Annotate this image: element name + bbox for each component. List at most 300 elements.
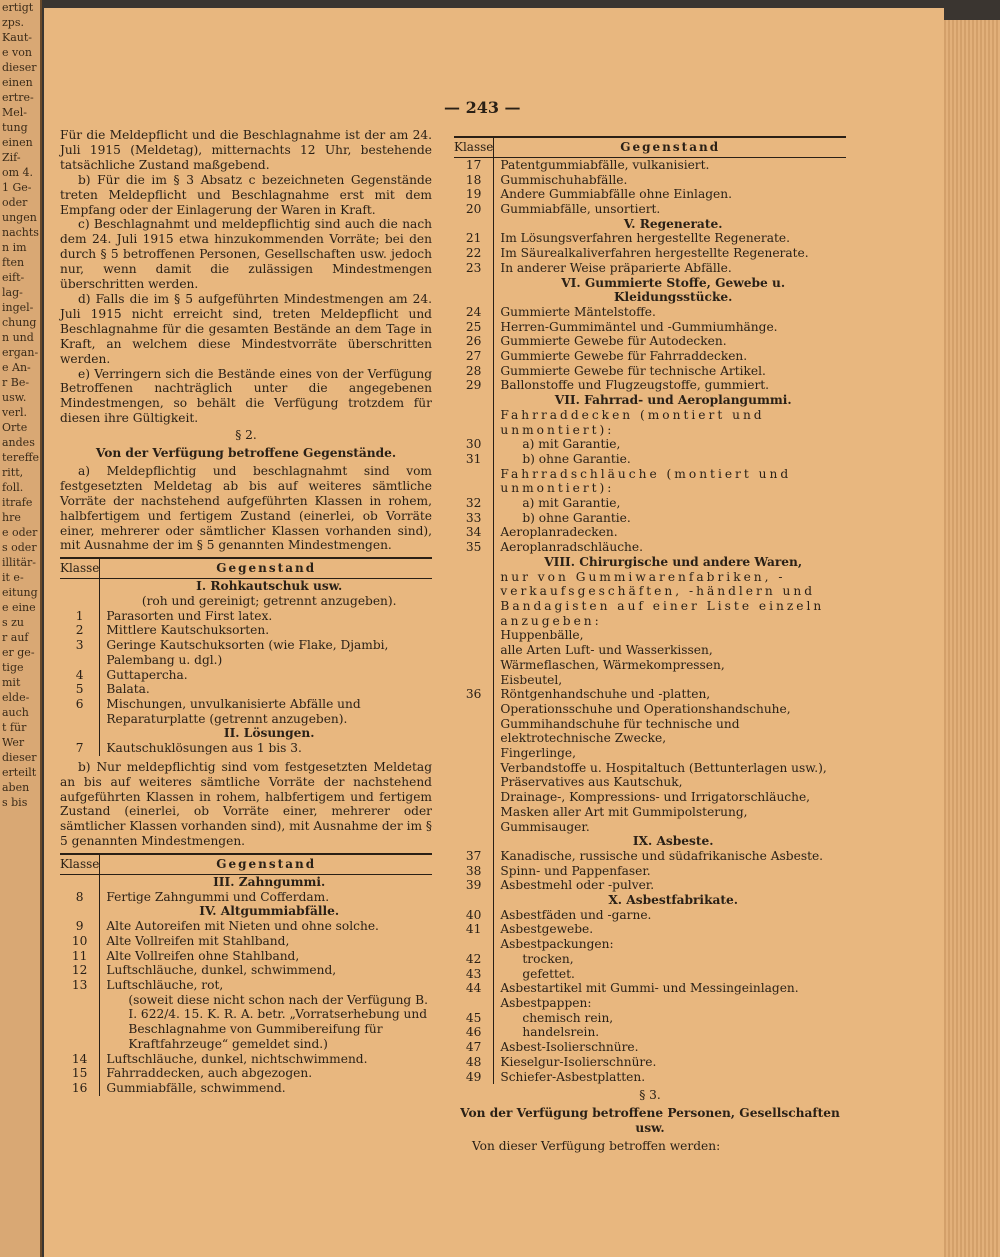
item-text: Luftschläuche, rot, — [106, 977, 224, 992]
table-row — [454, 467, 846, 496]
table-row — [60, 594, 432, 609]
item-text: Herren-Gummimäntel und -Gummiumhänge. — [500, 319, 778, 334]
item-text: b) ohne Garantie. — [522, 510, 631, 525]
table-row — [60, 726, 432, 741]
class-number — [454, 467, 494, 496]
right-column — [454, 136, 846, 1154]
class-number — [60, 579, 100, 594]
item-text: III. Zahngummi. — [213, 875, 326, 890]
item-text: Kautschuklösungen aus 1 bis 3. — [106, 741, 302, 756]
table-row — [454, 937, 846, 952]
page-stack-edge — [940, 20, 1000, 1257]
prev-page-fragment: foll. — [2, 481, 24, 494]
intro-paragraphs — [60, 128, 432, 426]
item-text: a) mit Garantie, — [522, 496, 621, 511]
table-row — [60, 1066, 432, 1081]
prev-page-fragment: e oder — [2, 526, 38, 539]
class-number: 35 — [454, 540, 494, 555]
class-number: 5 — [60, 682, 100, 697]
table-row — [454, 628, 846, 643]
class-table-1 — [60, 557, 432, 755]
class-number: 39 — [454, 878, 494, 893]
prev-page-fragment: ertigt — [2, 1, 34, 14]
prev-page-fragment: elde- — [2, 691, 30, 704]
item-text: II. Lösungen. — [223, 726, 315, 741]
item-text: Verbandstoffe u. Hospitaltuch (Bettunterlagen usw.), — [500, 760, 827, 775]
class-number: 45 — [454, 1011, 494, 1026]
item-text: alle Arten Luft- und Wasserkissen, — [500, 643, 713, 658]
class-number — [454, 393, 494, 408]
item-text: Schiefer-Asbestplatten. — [500, 1069, 646, 1084]
item-text: a) mit Garantie, — [522, 437, 621, 452]
table-row — [60, 623, 432, 638]
item-text: VII. Fahrrad- und Aeroplangummi. — [554, 393, 792, 408]
item-text: Balata. — [106, 682, 150, 697]
class-number: 15 — [60, 1066, 100, 1081]
class-number — [454, 643, 494, 658]
intro-paragraph: Für die Meldepflicht und die Beschlagnahme ist der am 24. Juli 1915 (Meldetag), mitternachts 12 Uhr, bestehende tatsächliche Zustand maßgebend. — [60, 128, 432, 172]
class-number: 1 — [60, 609, 100, 624]
prev-page-fragment: einen — [2, 136, 33, 149]
table-row — [454, 276, 846, 305]
prev-page-fragment: dieser — [2, 61, 37, 74]
item-text: Ballonstoffe und Flugzeugstoffe, gummiert. — [500, 378, 770, 393]
class-number — [454, 717, 494, 746]
class-number: 6 — [60, 697, 100, 726]
class-number: 43 — [454, 967, 494, 982]
prev-page-fragment: usw. — [2, 391, 27, 404]
table-row — [454, 540, 846, 555]
table-row — [454, 378, 846, 393]
table-row — [454, 452, 846, 467]
table-row — [454, 570, 846, 629]
prev-page-fragment: Kaut- — [2, 31, 32, 44]
table-row — [454, 231, 846, 246]
table-row — [60, 949, 432, 964]
class-number: 11 — [60, 949, 100, 964]
prev-page-fragment: 1 Ge- — [2, 181, 32, 194]
prev-page-fragment: n im — [2, 241, 27, 254]
item-text: VIII. Chirurgische und andere Waren, — [544, 554, 803, 569]
item-text: VI. Gummierte Stoffe, Gewebe u. Kleidungsstücke. — [561, 275, 786, 305]
table-row — [454, 496, 846, 511]
class-number — [454, 702, 494, 717]
table-row — [454, 157, 846, 172]
item-text: Geringe Kautschuksorten (wie Flake, Djambi, Palembang u. dgl.) — [106, 638, 389, 667]
intro-paragraph: c) Beschlagnahmt und meldepflichtig sind auch die nach dem 24. Juli 1915 etwa hinzukommenden Vorräte; bei den durch § 5 betroffenen Personen, Gesellschaften usw. jedoch nur, wenn damit die zulässigen Mindestmengen überschritten werden. — [60, 217, 432, 292]
table-row — [454, 364, 846, 379]
item-text: Operationsschuhe und Operationshandschuhe, — [500, 701, 791, 716]
class-number: 38 — [454, 864, 494, 879]
table-row — [454, 775, 846, 790]
table-row — [60, 741, 432, 756]
table-row — [454, 996, 846, 1011]
table-row — [454, 305, 846, 320]
class-number: 46 — [454, 1025, 494, 1040]
class-number: 41 — [454, 922, 494, 937]
item-text: Röntgenhandschuhe und -platten, — [500, 687, 711, 702]
class-number: 12 — [60, 963, 100, 978]
class-number: 20 — [454, 202, 494, 217]
section-3-heading: Von der Verfügung betroffene Personen, Gesellschaften usw. — [460, 1106, 840, 1136]
prev-page-fragment: tung — [2, 121, 28, 134]
prev-page-fragment: tereffe — [2, 451, 40, 464]
class-number: 18 — [454, 173, 494, 188]
item-text: Fingerlinge, — [500, 746, 576, 761]
table-row — [60, 978, 432, 993]
table-row — [454, 246, 846, 261]
item-text: chemisch rein, — [522, 1010, 614, 1025]
prev-page-fragment: om 4. — [2, 166, 34, 179]
item-text: Kieselgur-Isolierschnüre. — [500, 1054, 657, 1069]
class-number: 47 — [454, 1040, 494, 1055]
item-text: Asbestgewebe. — [500, 922, 594, 937]
table-row — [60, 668, 432, 683]
table-row — [454, 1040, 846, 1055]
table-row — [60, 1081, 432, 1096]
class-number: 42 — [454, 952, 494, 967]
class-number: 8 — [60, 890, 100, 905]
class-number: 17 — [454, 157, 494, 172]
item-text: Fahrraddecken, auch abgezogen. — [106, 1066, 313, 1081]
class-number: 31 — [454, 452, 494, 467]
item-text: Asbestpappen: — [500, 995, 592, 1010]
table-row — [454, 908, 846, 923]
item-text: V. Regenerate. — [623, 216, 723, 231]
item-text: Spinn- und Pappenfaser. — [500, 863, 651, 878]
item-text: Gummierte Gewebe für Autodecken. — [500, 334, 727, 349]
prev-page-fragment: e von — [2, 46, 32, 59]
class-number: 28 — [454, 364, 494, 379]
item-text: Asbest-Isolierschnüre. — [500, 1040, 639, 1055]
item-text: Fahrraddecken (montiert und unmontiert): — [500, 407, 765, 437]
item-text: Aeroplanradschläuche. — [500, 540, 643, 555]
item-text: Andere Gummiabfälle ohne Einlagen. — [500, 187, 732, 202]
table-row — [454, 320, 846, 335]
section-2-title: § 2. — [235, 428, 257, 443]
table-row — [454, 864, 846, 879]
item-text: Patentgummiabfälle, vulkanisiert. — [500, 157, 710, 172]
table-row — [60, 1052, 432, 1067]
item-text: X. Asbestfabrikate. — [608, 893, 739, 908]
class-number: 16 — [60, 1081, 100, 1096]
item-text: Alte Autoreifen mit Nieten und ohne solche. — [106, 919, 379, 934]
item-text: In anderer Weise präparierte Abfälle. — [500, 260, 732, 275]
table-row — [454, 702, 846, 717]
table-row — [454, 658, 846, 673]
class-number: 26 — [454, 334, 494, 349]
intro-paragraph: d) Falls die im § 5 aufgeführten Mindestmengen am 24. Juli 1915 nicht erreicht sind, treten Meldepflicht und Beschlagnahme für die gesamten Bestände an dem Tage in Kraft, an welchem diese Mindestvorräte überschritten werden. — [60, 291, 432, 366]
table-row — [454, 967, 846, 982]
table-row — [454, 525, 846, 540]
prev-page-fragment: s zu — [2, 616, 25, 629]
item-text: Wärmeflaschen, Wärmekompressen, — [500, 657, 725, 672]
section-2-a: a) Meldepflichtig und beschlagnahmt sind vom festgesetzten Meldetag ab bis auf weiteres sämtliche Vorräte der nachstehend aufgeführten Klassen in rohem, halbfertigem und fertigem Zustand (einerlei, ob Vorräte einer, mehrerer oder sämtlicher Klassen vorhanden sind), mit Ausnahme der im § 5 genannten Mindestmengen. — [60, 463, 432, 553]
table-row — [454, 1070, 846, 1085]
class-number — [454, 217, 494, 232]
class-number: 34 — [454, 525, 494, 540]
table-row — [454, 673, 846, 688]
item-text: Präservatives aus Kautschuk, — [500, 775, 683, 790]
prev-page-fragment: er ge- — [2, 646, 35, 659]
class-number: 10 — [60, 934, 100, 949]
class-column-header: Klasse — [60, 558, 100, 578]
class-number — [454, 893, 494, 908]
item-text: IV. Altgummiabfälle. — [199, 904, 340, 919]
item-text: Fahrradschläuche (montiert und unmontiert): — [500, 466, 792, 496]
prev-page-fragment: e An- — [2, 361, 31, 374]
class-number: 44 — [454, 981, 494, 996]
prev-page-fragment: einen — [2, 76, 33, 89]
class-number: 27 — [454, 349, 494, 364]
item-text: Luftschläuche, dunkel, nichtschwimmend. — [106, 1051, 368, 1066]
prev-page-fragment: erteilt — [2, 766, 37, 779]
table-row — [454, 717, 846, 746]
item-text: Kanadische, russische und südafrikanische Asbeste. — [500, 848, 824, 863]
prev-page-fragment: tige — [2, 661, 24, 674]
section-3-title: § 3. — [639, 1088, 661, 1103]
prev-page-fragment: eitung — [2, 586, 38, 599]
left-column — [60, 128, 432, 1100]
previous-page-edge — [0, 0, 42, 1257]
item-text: Guttapercha. — [106, 667, 188, 682]
prev-page-fragment: t für — [2, 721, 27, 734]
prev-page-fragment: lag- — [2, 286, 23, 299]
table-row — [60, 697, 432, 726]
prev-page-fragment: aben — [2, 781, 30, 794]
prev-page-fragment: hre — [2, 511, 21, 524]
item-text: Parasorten und First latex. — [106, 608, 273, 623]
table-row — [60, 934, 432, 949]
item-text: (roh und gereinigt; getrennt anzugeben). — [141, 593, 397, 608]
class-number: 37 — [454, 849, 494, 864]
prev-page-fragment: auch — [2, 706, 29, 719]
table-row — [454, 952, 846, 967]
class-number — [60, 726, 100, 741]
item-text: Im Lösungsverfahren hergestellte Regenerate. — [500, 231, 790, 246]
prev-page-fragment: Orte — [2, 421, 28, 434]
prev-page-fragment: chung — [2, 316, 37, 329]
prev-page-fragment: zps. — [2, 16, 24, 29]
class-number: 29 — [454, 378, 494, 393]
table-row — [454, 981, 846, 996]
table-row — [454, 555, 846, 570]
class-column-header: Klasse — [60, 854, 100, 874]
section-2-heading: Von der Verfügung betroffene Gegenstände. — [95, 446, 397, 461]
table-row — [454, 217, 846, 232]
item-column-header: Gegenstand — [494, 137, 846, 157]
item-text: Eisbeutel, — [500, 672, 563, 687]
table-row — [60, 638, 432, 667]
table-row — [454, 1025, 846, 1040]
class-number — [60, 594, 100, 609]
item-text: Gummierte Gewebe für technische Artikel. — [500, 363, 766, 378]
item-text: Gummierte Mäntelstoffe. — [500, 304, 656, 319]
item-text: nur von Gummiwarenfabriken, -verkaufsgeschäften, -händlern und Bandagisten auf einer Liste einzeln anzugeben: — [500, 569, 825, 628]
class-number — [454, 408, 494, 437]
class-number: 30 — [454, 437, 494, 452]
class-table-3 — [454, 136, 846, 1084]
table-row — [454, 202, 846, 217]
item-text: gefettet. — [522, 966, 575, 981]
class-number: 32 — [454, 496, 494, 511]
page-number: — 243 — — [444, 98, 521, 117]
item-text: Masken aller Art mit Gummipolsterung, — [500, 804, 748, 819]
class-column-header: Klasse — [454, 137, 494, 157]
class-number: 49 — [454, 1070, 494, 1085]
class-number: 24 — [454, 305, 494, 320]
class-number — [454, 658, 494, 673]
item-text: Alte Vollreifen mit Stahlband, — [106, 933, 290, 948]
table-row — [60, 579, 432, 594]
prev-page-fragment: andes — [2, 436, 35, 449]
prev-page-fragment: itrafe — [2, 496, 33, 509]
class-number: 40 — [454, 908, 494, 923]
item-text: Luftschläuche, dunkel, schwimmend, — [106, 963, 337, 978]
item-text: Gummisauger. — [500, 819, 590, 834]
class-number: 9 — [60, 919, 100, 934]
prev-page-fragment: nachts — [2, 226, 39, 239]
table-row — [454, 893, 846, 908]
prev-page-fragment: e eine — [2, 601, 36, 614]
table-row — [454, 349, 846, 364]
class-table-2 — [60, 853, 432, 1095]
section-2-b: b) Nur meldepflichtig sind vom festgesetzten Meldetag an bis auf weiteres sämtliche Vorräte der nachstehend aufgeführten Klassen in rohem, halbfertigem und fertigem Zustand (einerlei, ob Vorräte einer, mehrerer oder sämtlicher Klassen vorhanden sind), mit Ausnahme der im § 5 genannten Mindestmengen. — [60, 759, 433, 849]
class-number — [454, 834, 494, 849]
table-row — [60, 919, 432, 934]
table-row — [454, 334, 846, 349]
class-number — [60, 875, 100, 890]
table-row — [454, 173, 846, 188]
item-text: Fertige Zahngummi und Cofferdam. — [106, 889, 330, 904]
class-number — [454, 673, 494, 688]
item-text: Mittlere Kautschuksorten. — [106, 623, 270, 638]
item-text: Asbestpackungen: — [500, 937, 614, 952]
item-text: Gummiabfälle, schwimmend. — [106, 1080, 286, 1095]
table-row — [454, 437, 846, 452]
table-row — [454, 393, 846, 408]
class-number — [454, 746, 494, 761]
item-text: Asbestfäden und -garne. — [500, 907, 652, 922]
prev-page-fragment: s bis — [2, 796, 28, 809]
item-text: b) ohne Garantie. — [522, 451, 631, 466]
item-text: Alte Vollreifen ohne Stahlband, — [106, 948, 300, 963]
table-row — [454, 408, 846, 437]
class-number: 25 — [454, 320, 494, 335]
item-text: Huppenbälle, — [500, 628, 584, 643]
table-row — [454, 790, 846, 805]
class-number — [60, 993, 100, 1052]
prev-page-fragment: s oder — [2, 541, 37, 554]
table-row — [60, 904, 432, 919]
page — [44, 8, 944, 1257]
prev-page-fragment: eift- — [2, 271, 25, 284]
class-number: 23 — [454, 261, 494, 276]
prev-page-fragment: ritt, — [2, 466, 24, 479]
item-text: Asbestmehl oder -pulver. — [500, 878, 655, 893]
table-row — [454, 761, 846, 776]
class-number — [454, 555, 494, 570]
table-row — [454, 746, 846, 761]
item-text: Mischungen, unvulkanisierte Abfälle und Reparaturplatte (getrennt anzugeben). — [106, 696, 361, 726]
prev-page-fragment: ertre- — [2, 91, 34, 104]
prev-page-fragment: Wer — [2, 736, 25, 749]
class-number — [60, 904, 100, 919]
item-text: Gummischuhabfälle. — [500, 172, 628, 187]
class-number — [454, 996, 494, 1011]
item-text: IX. Asbeste. — [632, 834, 714, 849]
item-text: Gummiabfälle, unsortiert. — [500, 202, 661, 217]
class-number: 2 — [60, 623, 100, 638]
class-number: 48 — [454, 1055, 494, 1070]
item-text: Asbestartikel mit Gummi- und Messingeinlagen. — [500, 981, 799, 996]
table-row — [454, 834, 846, 849]
class-number: 21 — [454, 231, 494, 246]
prev-page-fragment: illitär- — [2, 556, 37, 569]
table-row — [60, 963, 432, 978]
table-row — [454, 878, 846, 893]
prev-page-fragment: ergan- — [2, 346, 39, 359]
item-text: Aeroplanradecken. — [500, 525, 618, 540]
table-row — [454, 1011, 846, 1026]
table-row — [60, 875, 432, 890]
table-row — [454, 805, 846, 820]
prev-page-fragment: Zif- — [2, 151, 21, 164]
item-column-header: Gegenstand — [100, 558, 432, 578]
prev-page-fragment: ften — [2, 256, 25, 269]
table-row — [60, 890, 432, 905]
class-number — [454, 790, 494, 805]
table-row — [454, 1055, 846, 1070]
class-number: 4 — [60, 668, 100, 683]
class-number: 7 — [60, 741, 100, 756]
prev-page-fragment: verl. — [2, 406, 27, 419]
prev-page-fragment: dieser — [2, 751, 37, 764]
prev-page-fragment: n und — [2, 331, 34, 344]
item-text: Drainage-, Kompressions- und Irrigatorschläuche, — [500, 790, 811, 805]
class-number: 14 — [60, 1052, 100, 1067]
item-text: trocken, — [522, 951, 574, 966]
prev-page-fragment: it e- — [2, 571, 24, 584]
item-text: Im Säurealkaliverfahren hergestellte Regenerate. — [500, 246, 809, 261]
class-number: 22 — [454, 246, 494, 261]
prev-page-fragment: mit — [2, 676, 21, 689]
class-number: 19 — [454, 187, 494, 202]
item-text: I. Rohkautschuk usw. — [196, 579, 343, 594]
table-row — [454, 687, 846, 702]
class-number — [454, 761, 494, 776]
table-row — [60, 609, 432, 624]
table-row — [454, 187, 846, 202]
item-text: handelsrein. — [522, 1025, 600, 1040]
class-number — [454, 805, 494, 820]
prev-page-fragment: oder — [2, 196, 28, 209]
intro-paragraph: e) Verringern sich die Bestände eines von der Verfügung Betroffenen nachträglich unter die angegebenen Mindestmengen, so behält die Verfügung trotzdem für diesen ihre Gültigkeit. — [60, 366, 432, 426]
intro-paragraph: b) Für die im § 3 Absatz c bezeichneten Gegenstände treten Meldepflicht und Beschlagnahme erst mit dem Empfang oder der Einlagerung der Waren in Kraft. — [60, 172, 432, 217]
item-text: Gummihandschuhe für technische und elektrotechnische Zwecke, — [500, 716, 740, 746]
table-row — [454, 511, 846, 526]
class-number: 36 — [454, 687, 494, 702]
prev-page-fragment: r auf — [2, 631, 29, 644]
prev-page-fragment: r Be- — [2, 376, 30, 389]
table-row — [454, 820, 846, 835]
prev-page-fragment: Mel- — [2, 106, 28, 119]
table-row — [454, 643, 846, 658]
prev-page-fragment: ungen — [2, 211, 37, 224]
item-column-header: Gegenstand — [100, 854, 432, 874]
item-text: (soweit diese nicht schon nach der Verfügung B. I. 622/4. 15. K. R. A. betr. „Vorratserhebung und Beschlagnahme von Gummibereifung für Kraftfahrzeuge“ gemeldet sind.) — [128, 992, 428, 1051]
class-number — [454, 570, 494, 629]
